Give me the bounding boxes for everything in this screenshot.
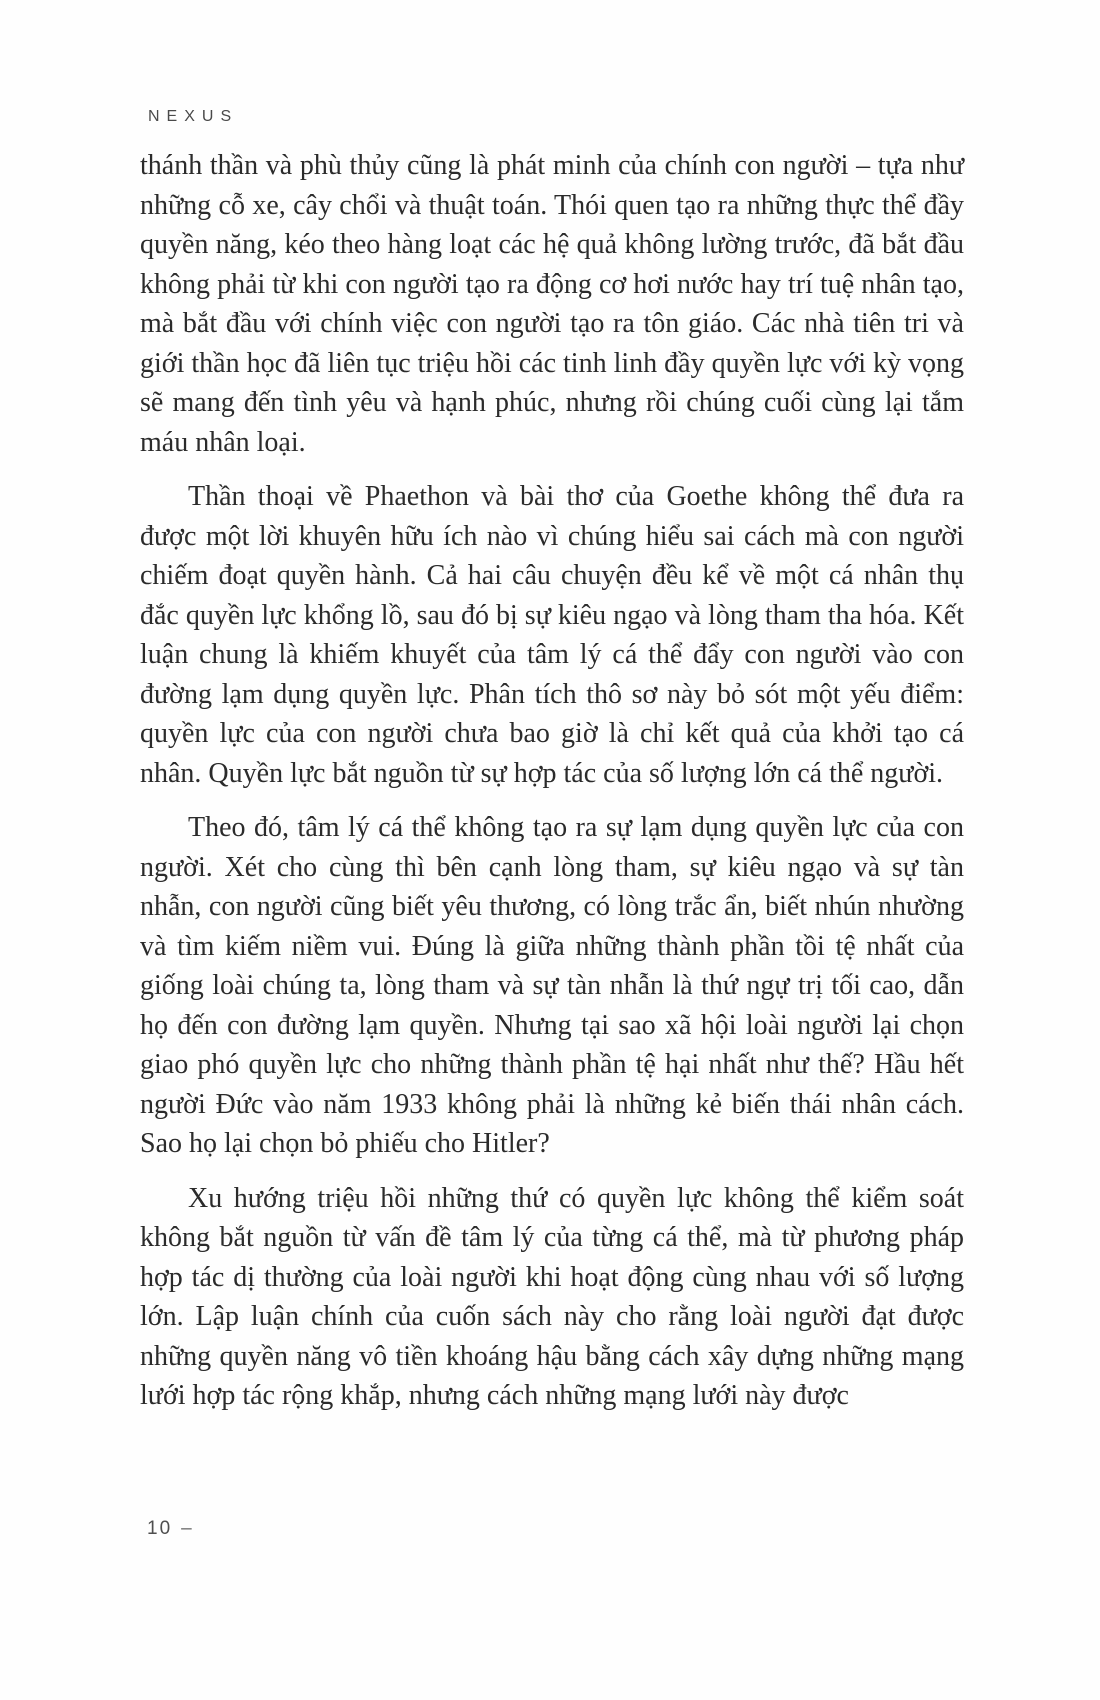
body-text-block	[140, 146, 964, 1431]
paragraph-continuation: thánh thần và phù thủy cũng là phát minh của chính con người – tựa như những cỗ xe, cây chổi và thuật toán. Thói quen tạo ra những thực thể đầy quyền năng, kéo theo hàng loạt các hệ quả không lường trước, đã bắt đầu không phải từ khi con người tạo ra động cơ hơi nước hay trí tuệ nhân tạo, mà bắt đầu với chính việc con người tạo ra tôn giáo. Các nhà tiên tri và giới thần học đã liên tục triệu hồi các tinh linh đầy quyền lực với kỳ vọng sẽ mang đến tình yêu và hạnh phúc, nhưng rồi chúng cuối cùng lại tắm máu nhân loại.	[140, 150, 964, 458]
paragraph-individual-psychology: Theo đó, tâm lý cá thể không tạo ra sự lạm dụng quyền lực của con người. Xét cho cùng thì bên cạnh lòng tham, sự kiêu ngạo và sự tàn nhẫn, con người cũng biết yêu thương, có lòng trắc ẩn, biết nhún nhường và tìm kiếm niềm vui. Đúng là giữa những thành phần tồi tệ nhất của giống loài chúng ta, lòng tham và sự tàn nhẫn là thứ ngự trị tối cao, dẫn họ đến con đường lạm quyền. Nhưng tại sao xã hội loài người lại chọn giao phó quyền lực cho những thành phần tệ hại nhất như thế? Hầu hết người Đức vào năm 1933 không phải là những kẻ biến thái nhân cách. Sao họ lại chọn bỏ phiếu cho Hitler?	[140, 812, 964, 1159]
paragraph-cooperation-networks: Xu hướng triệu hồi những thứ có quyền lực không thể kiểm soát không bắt nguồn từ vấn đề tâm lý của từng cá thể, mà từ phương pháp hợp tác dị thường của loài người khi hoạt động cùng nhau với số lượng lớn. Lập luận chính của cuốn sách này cho rằng loài người đạt được những quyền năng vô tiền khoáng hậu bằng cách xây dựng những mạng lưới hợp tác rộng khắp, nhưng cách những mạng lưới này được	[140, 1182, 964, 1411]
page-footer	[147, 1518, 194, 1540]
book-title: NEXUS	[148, 108, 239, 125]
page-number-dash: –	[181, 1518, 194, 1539]
page-number: 10	[147, 1518, 173, 1539]
paragraph-phaethon-goethe: Thần thoại về Phaethon và bài thơ của Goethe không thể đưa ra được một lời khuyên hữu ích nào vì chúng hiểu sai cách mà con người chiếm đoạt quyền hành. Cả hai câu chuyện đều kể về một cá nhân thụ đắc quyền lực khổng lồ, sau đó bị sự kiêu ngạo và lòng tham tha hóa. Kết luận chung là khiếm khuyết của tâm lý cá thể đẩy con người vào con đường lạm dụng quyền lực. Phân tích thô sơ này bỏ sót một yếu điểm: quyền lực của con người chưa bao giờ là chỉ kết quả của khởi tạo cá nhân. Quyền lực bắt nguồn từ sự hợp tác của số lượng lớn cá thể người.	[140, 481, 964, 789]
running-header	[148, 108, 238, 126]
